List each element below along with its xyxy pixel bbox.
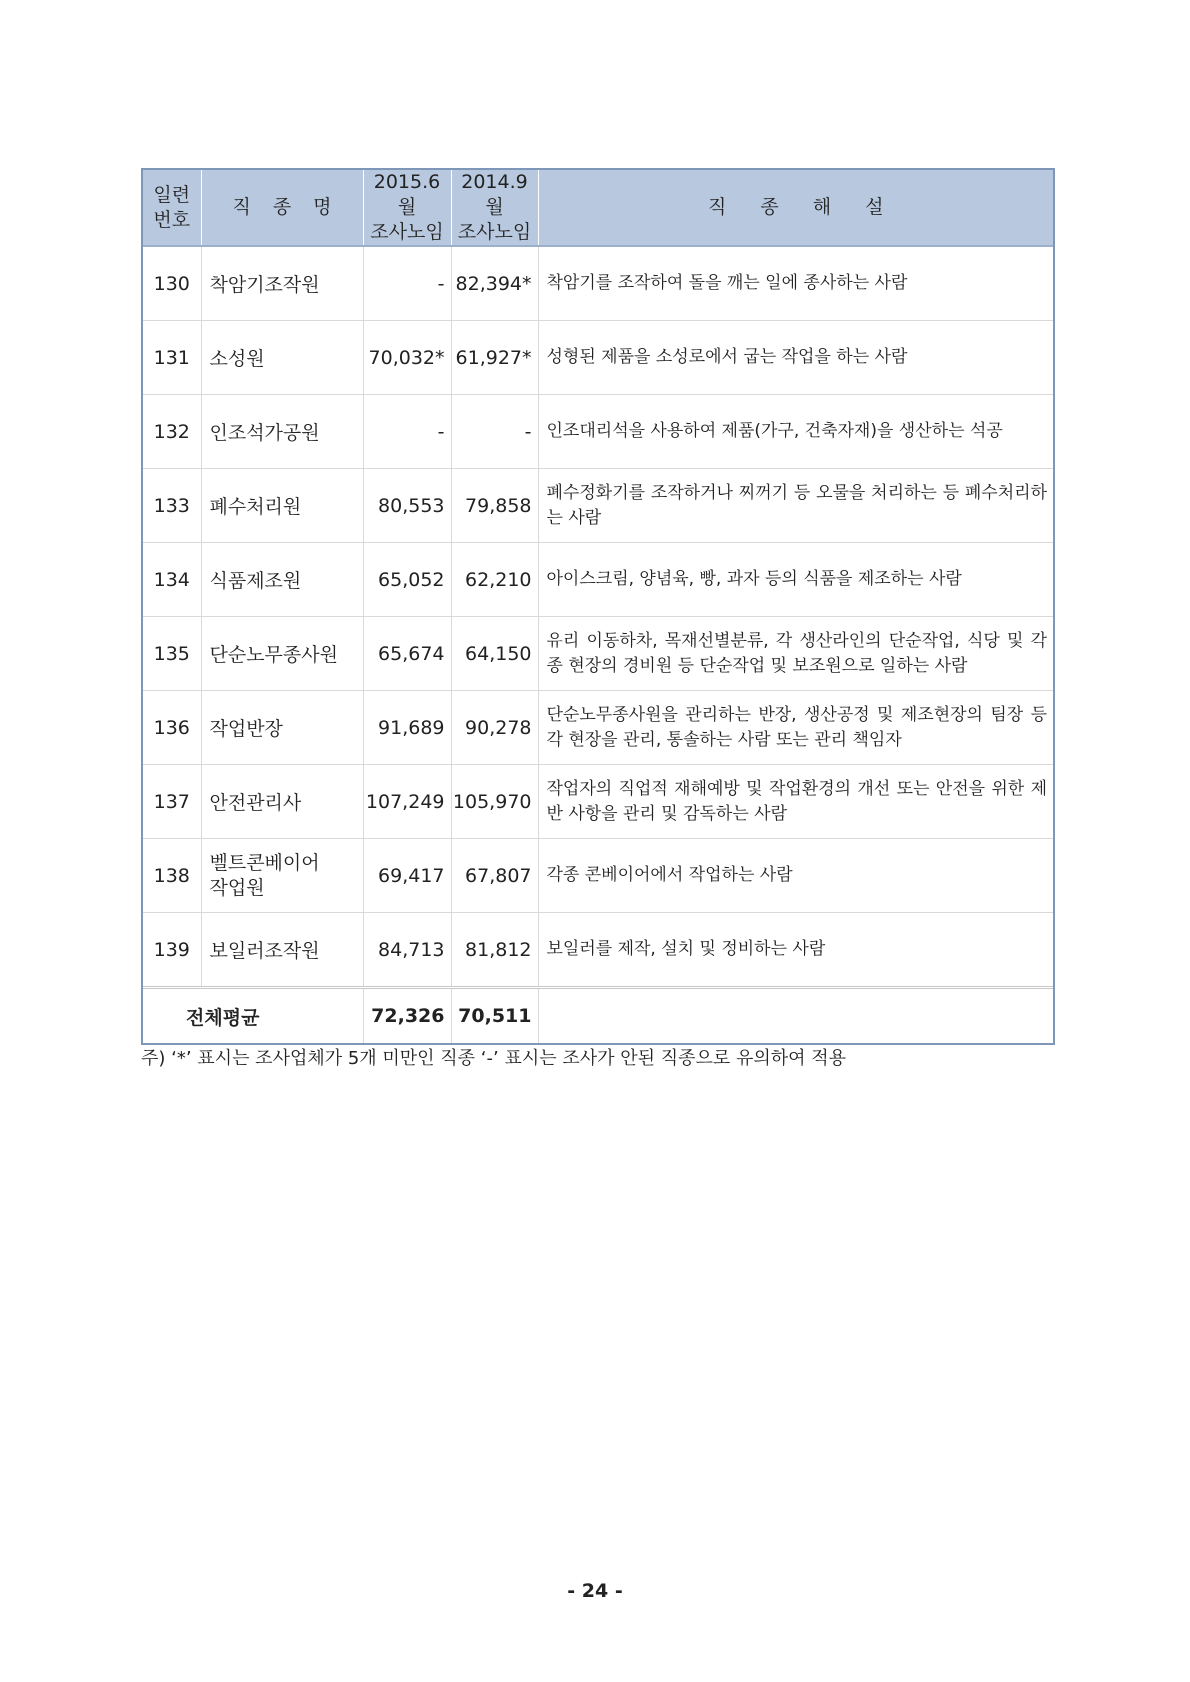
header-job-description: 직종해설 (538, 170, 1053, 246)
table-row (143, 765, 1053, 839)
row-serial-no: 135 (143, 617, 201, 691)
row-description: 단순노무종사원을 관리하는 반장, 생산공정 및 제조현장의 팀장 등 각 현장을 관리, 통솔하는 사람 또는 관리 책임자 (538, 691, 1053, 765)
row-wage-2014: 82,394* (451, 246, 538, 321)
header-wage-2014: 2014.9월 조사노임 (451, 170, 538, 246)
row-serial-no: 136 (143, 691, 201, 765)
row-description: 폐수정화기를 조작하거나 찌꺼기 등 오물을 처리하는 등 폐수처리하는 사람 (538, 469, 1053, 543)
job-name-text: 인조석가공원 (209, 422, 320, 444)
row-job-name (201, 765, 363, 839)
job-name-text: 보일러조작원 (209, 940, 320, 962)
total-row (143, 988, 1053, 1044)
table-row (143, 839, 1053, 913)
table-row (143, 469, 1053, 543)
row-wage-2015: 65,052 (363, 543, 451, 617)
row-wage-2014: 81,812 (451, 913, 538, 988)
row-wage-2014: 61,927* (451, 321, 538, 395)
row-description: 착암기를 조작하여 돌을 깨는 일에 종사하는 사람 (538, 246, 1053, 321)
row-job-name (201, 395, 363, 469)
table-row (143, 617, 1053, 691)
row-wage-2015: 84,713 (363, 913, 451, 988)
total-label: 전체평균 (143, 988, 363, 1044)
row-wage-2014: 64,150 (451, 617, 538, 691)
row-wage-2014: 105,970 (451, 765, 538, 839)
row-wage-2015: - (363, 395, 451, 469)
row-job-name (201, 321, 363, 395)
row-job-name (201, 246, 363, 321)
total-wage-2014: 70,511 (451, 988, 538, 1044)
header-serial-no: 일련 번호 (143, 170, 201, 246)
table-row (143, 395, 1053, 469)
row-wage-2015: - (363, 246, 451, 321)
row-serial-no: 134 (143, 543, 201, 617)
row-serial-no: 137 (143, 765, 201, 839)
header-job-name: 직종명 (201, 170, 363, 246)
row-description: 보일러를 제작, 설치 및 정비하는 사람 (538, 913, 1053, 988)
table-row (143, 543, 1053, 617)
row-job-name (201, 913, 363, 988)
row-wage-2014: 67,807 (451, 839, 538, 913)
row-job-name (201, 469, 363, 543)
job-name-text: 벨트콘베이어 (209, 851, 320, 874)
row-description: 성형된 제품을 소성로에서 굽는 작업을 하는 사람 (538, 321, 1053, 395)
row-description: 유리 이동하차, 목재선별분류, 각 생산라인의 단순작업, 식당 및 각종 현장의 경비원 등 단순작업 및 보조원으로 일하는 사람 (538, 617, 1053, 691)
job-name-text: 폐수처리원 (209, 496, 302, 518)
table-header-row (143, 170, 1053, 246)
row-wage-2014: 79,858 (451, 469, 538, 543)
row-wage-2015: 80,553 (363, 469, 451, 543)
row-job-name (201, 691, 363, 765)
job-name-text: 식품제조원 (209, 570, 302, 592)
row-wage-2014: 90,278 (451, 691, 538, 765)
row-description: 아이스크림, 양념육, 빵, 과자 등의 식품을 제조하는 사람 (538, 543, 1053, 617)
row-job-name (201, 617, 363, 691)
table-row (143, 321, 1053, 395)
row-wage-2014: 62,210 (451, 543, 538, 617)
row-job-name (201, 543, 363, 617)
table-row (143, 246, 1053, 321)
row-serial-no: 130 (143, 246, 201, 321)
wage-table (143, 170, 1053, 1043)
row-serial-no: 138 (143, 839, 201, 913)
row-job-name (201, 839, 363, 913)
row-serial-no: 132 (143, 395, 201, 469)
job-name-text: 단순노무종사원 (209, 644, 338, 666)
page-number: - 24 - (567, 1580, 623, 1602)
row-serial-no: 133 (143, 469, 201, 543)
header-wage-2015: 2015.6월 조사노임 (363, 170, 451, 246)
job-name-text: 안전관리사 (209, 792, 302, 814)
row-wage-2015: 65,674 (363, 617, 451, 691)
row-wage-2015: 107,249 (363, 765, 451, 839)
table-row (143, 913, 1053, 988)
row-description: 작업자의 직업적 재해예방 및 작업환경의 개선 또는 안전을 위한 제반 사항을 관리 및 감독하는 사람 (538, 765, 1053, 839)
row-description: 인조대리석을 사용하여 제품(가구, 건축자재)을 생산하는 석공 (538, 395, 1053, 469)
row-wage-2015: 69,417 (363, 839, 451, 913)
job-name-text: 작업반장 (209, 718, 283, 740)
table-row (143, 691, 1053, 765)
row-serial-no: 139 (143, 913, 201, 988)
row-description: 각종 콘베이어에서 작업하는 사람 (538, 839, 1053, 913)
job-name-text-line2: 작업원 (209, 876, 265, 899)
row-wage-2015: 91,689 (363, 691, 451, 765)
row-wage-2015: 70,032* (363, 321, 451, 395)
total-wage-2015: 72,326 (363, 988, 451, 1044)
wage-table-frame (141, 168, 1055, 1045)
total-description-empty (538, 988, 1053, 1044)
row-serial-no: 131 (143, 321, 201, 395)
row-wage-2014: - (451, 395, 538, 469)
footnote: 주) ‘*’ 표시는 조사업체가 5개 미만인 직종 ‘-’ 표시는 조사가 안된 직종으로 유의하여 적용 (141, 1048, 847, 1069)
job-name-text: 소성원 (209, 348, 265, 370)
job-name-text: 착암기조작원 (209, 274, 320, 296)
